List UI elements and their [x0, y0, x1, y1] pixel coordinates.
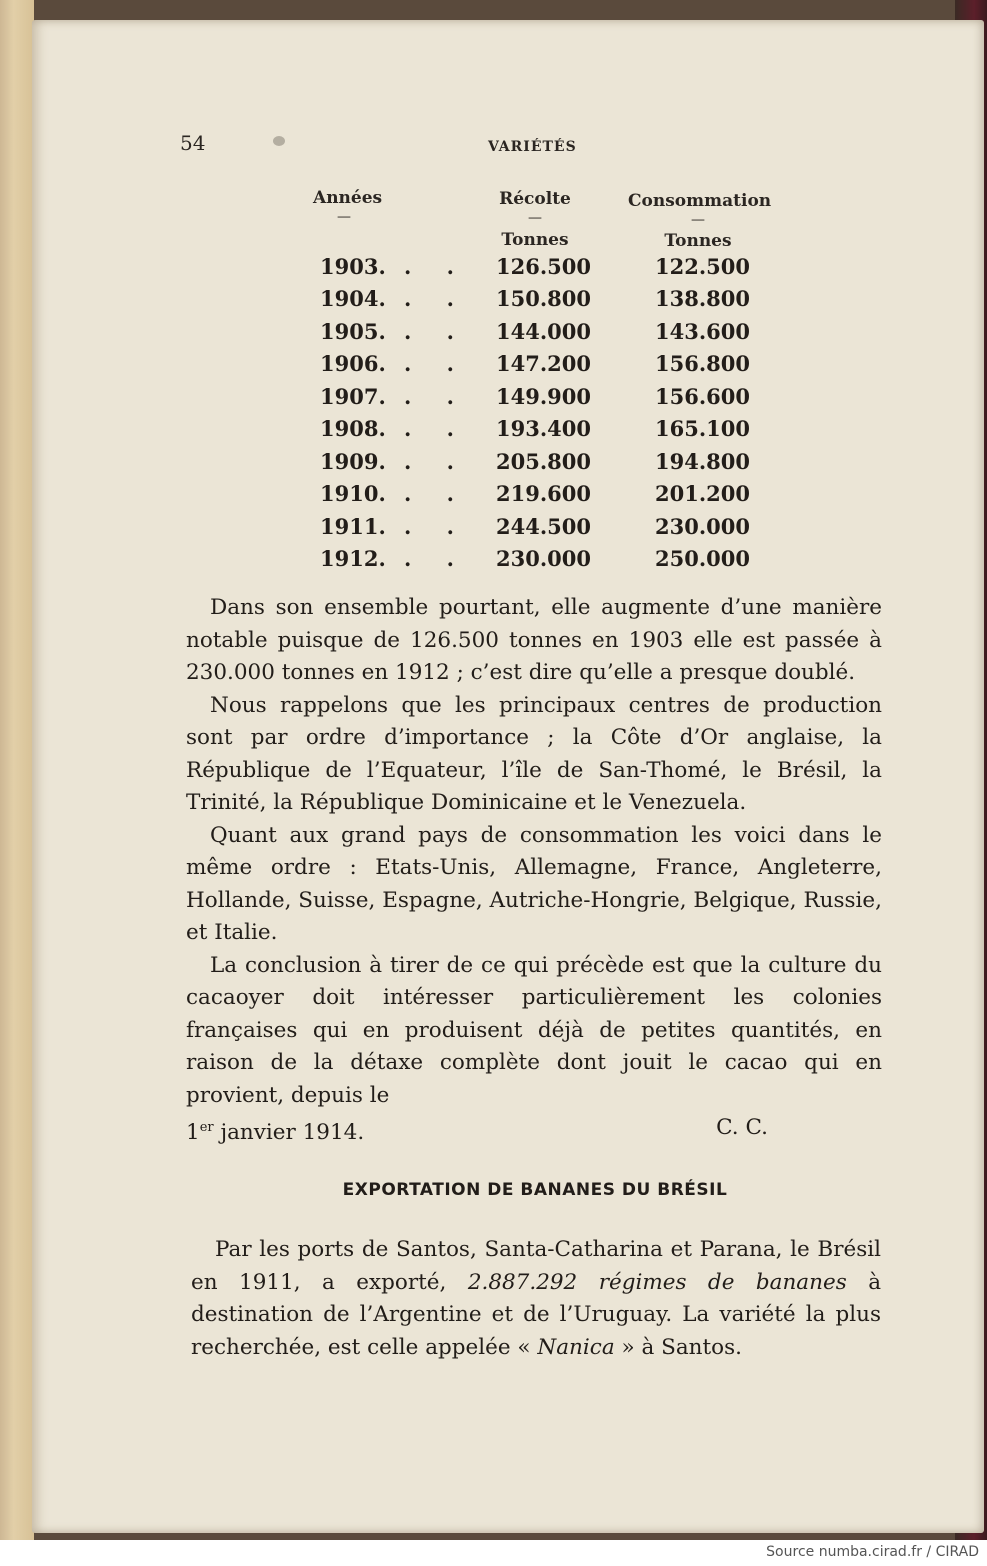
- row-year: 1905.: [320, 319, 386, 344]
- row-year: 1903.: [320, 254, 386, 279]
- row-consumption: 156.600: [655, 384, 750, 409]
- row-leader: . .: [404, 254, 468, 279]
- row-harvest: 230.000: [496, 546, 591, 571]
- table-row: [0, 514, 987, 546]
- header-dash: —: [691, 212, 705, 228]
- table-row: [0, 416, 987, 448]
- table-row: [0, 449, 987, 481]
- row-leader: . .: [404, 481, 468, 506]
- ordinal-suffix: er: [199, 1120, 214, 1135]
- paragraph: [191, 1234, 881, 1364]
- row-year: 1904.: [320, 286, 386, 311]
- row-leader: . .: [404, 384, 468, 409]
- row-leader: . .: [404, 416, 468, 441]
- table-row: [0, 546, 987, 578]
- date-text: janvier 1914.: [213, 1120, 365, 1146]
- row-year: 1906.: [320, 351, 386, 376]
- section-text: [191, 1234, 881, 1364]
- row-consumption: 230.000: [655, 514, 750, 539]
- row-consumption: 122.500: [655, 254, 750, 279]
- table-row: [0, 254, 987, 286]
- row-leader: . .: [404, 546, 468, 571]
- row-year: 1907.: [320, 384, 386, 409]
- row-harvest: 193.400: [496, 416, 591, 441]
- row-leader: . .: [404, 449, 468, 474]
- unit-harvest: Tonnes: [501, 230, 569, 250]
- row-leader: . .: [404, 286, 468, 311]
- date-day: 1: [186, 1120, 200, 1146]
- table-row: [0, 319, 987, 351]
- header-dash: —: [337, 209, 351, 225]
- row-consumption: 194.800: [655, 449, 750, 474]
- table-row: [0, 481, 987, 513]
- unit-consumption: Tonnes: [664, 231, 732, 251]
- row-harvest: 147.200: [496, 351, 591, 376]
- header-dash: —: [528, 210, 542, 226]
- ink-smudge: [273, 136, 285, 146]
- author-initials: C. C.: [716, 1115, 768, 1140]
- text-run: » à Santos.: [614, 1334, 742, 1360]
- text-run: Par les ports de Santos, Santa-Catharina et Parana, le Brésil en 1911, a exporté,: [191, 1237, 881, 1295]
- column-header-consumption: Consommation: [628, 191, 772, 211]
- row-harvest: 126.500: [496, 254, 591, 279]
- row-consumption: 138.800: [655, 286, 750, 311]
- section-title: EXPORTATION DE BANANES DU BRÉSIL: [342, 1180, 728, 1200]
- body-text: [186, 592, 882, 1150]
- row-year: 1909.: [320, 449, 386, 474]
- row-year: 1911.: [320, 514, 386, 539]
- column-header-harvest: Récolte: [499, 189, 571, 209]
- row-harvest: 149.900: [496, 384, 591, 409]
- row-consumption: 201.200: [655, 481, 750, 506]
- row-harvest: 219.600: [496, 481, 591, 506]
- row-consumption: 143.600: [655, 319, 750, 344]
- row-consumption: 165.100: [655, 416, 750, 441]
- row-harvest: 205.800: [496, 449, 591, 474]
- text-run: à destination de l’Argentine et de l’Uruguay. La variété la plus recherchée, est celle appelée «: [191, 1269, 882, 1360]
- source-credit: Source numba.cirad.fr / CIRAD: [766, 1544, 979, 1560]
- table-row: [0, 384, 987, 416]
- row-leader: . .: [404, 351, 468, 376]
- row-consumption: 156.800: [655, 351, 750, 376]
- row-harvest: 244.500: [496, 514, 591, 539]
- row-year: 1912.: [320, 546, 386, 571]
- paragraph: Quant aux grand pays de consommation les voici dans le même ordre : Etats-Unis, Allemagne, France, Angleterre, Hollande, Suisse, Espagne, Autriche-Hongrie, Belgique, Russie, et Italie.: [186, 822, 882, 945]
- row-year: 1910.: [320, 481, 386, 506]
- row-harvest: 150.800: [496, 286, 591, 311]
- page-number: 54: [180, 131, 206, 155]
- row-harvest: 144.000: [496, 319, 591, 344]
- column-header-years: Années: [313, 188, 383, 208]
- row-leader: . .: [404, 514, 468, 539]
- table-row: [0, 351, 987, 383]
- row-year: 1908.: [320, 416, 386, 441]
- book-spine-edge: [0, 0, 34, 1540]
- italic-variety-name: Nanica: [537, 1334, 615, 1360]
- running-title: VARIÉTÉS: [488, 139, 577, 155]
- paragraph: Nous rappelons que les principaux centres de production sont par ordre d’importance ; la Côte d’Or anglaise, la République de l’Equateur, l’île de San-Thomé, le Brésil, la Trinité, la République Dominicaine et le Venezuela.: [186, 692, 882, 815]
- row-leader: . .: [404, 319, 468, 344]
- paragraph: Dans son ensemble pourtant, elle augmente d’une manière notable puisque de 126.500 tonnes en 1903 elle est passée à 230.000 tonnes en 1912 ; c’est dire qu’elle a presque doublé.: [186, 595, 882, 685]
- row-consumption: 250.000: [655, 546, 750, 571]
- closing-line: [186, 1112, 768, 1150]
- italic-quantity: 2.887.292 régimes de bananes: [467, 1269, 847, 1295]
- paragraph: La conclusion à tirer de ce qui précède est que la culture du cacaoyer doit intéresser particulièrement les colonies françaises qui en produisent déjà de petites quantités, en raison de la détaxe complète dont jouit le cacao qui en provient, depuis le: [186, 952, 882, 1108]
- table-row: [0, 286, 987, 318]
- closing-date: [186, 1112, 364, 1150]
